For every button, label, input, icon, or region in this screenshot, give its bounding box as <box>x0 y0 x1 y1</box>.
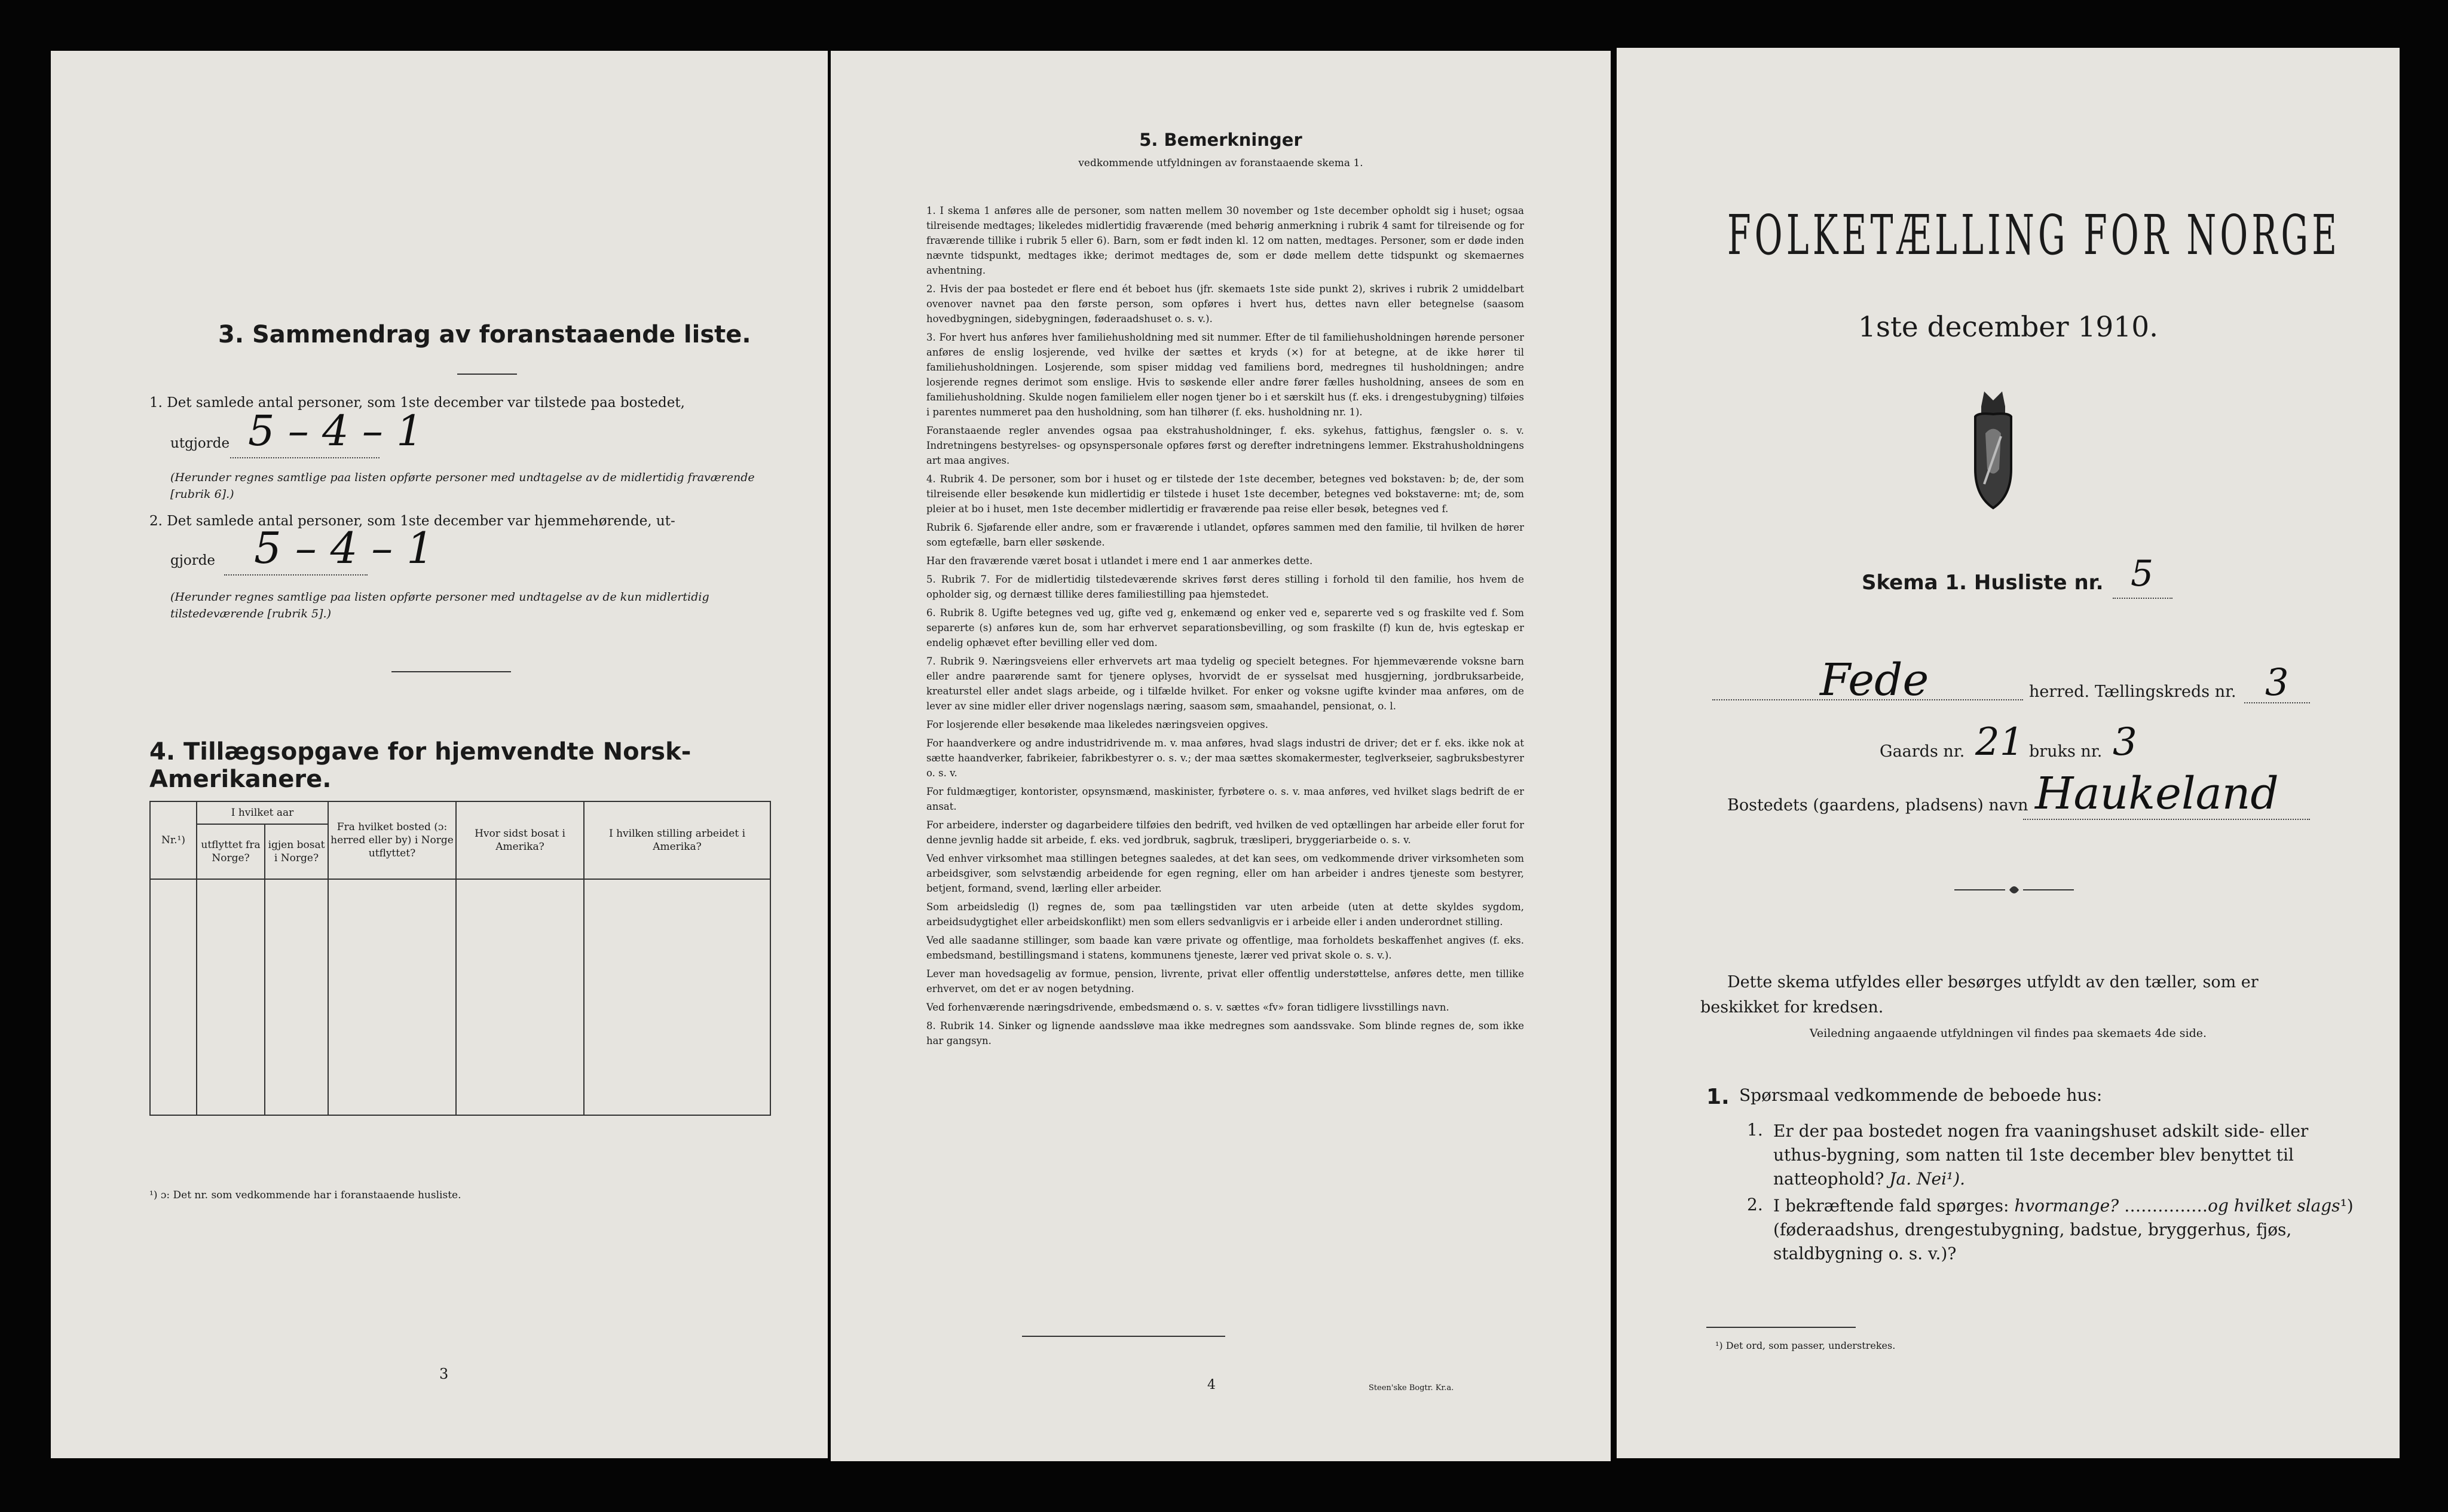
herred-value: Fede <box>1820 654 1929 706</box>
page-number: 3 <box>439 1366 449 1382</box>
herred-label: herred. <box>2029 682 2090 701</box>
main-title: FOLKETÆLLING FOR NORGE <box>1727 203 2341 267</box>
q1-answer: Ja. Nei¹). <box>1889 1169 1966 1189</box>
gaards-value: 21 <box>1975 720 2024 764</box>
item2-note: (Herunder regnes samtlige paa listen opførte personer med undtagelse av de kun midlertidig tilstedeværende [rubrik 5].) <box>170 590 709 620</box>
remark-paragraph: For arbeidere, inderster og dagarbeidere tilføies den bedrift, ved hvilken de ved optællingen har arbeide eller forut for denne jevnlig hadde sit arbeide, f. eks. ved jordbruk, sagbruk, træsliperi, bryggeriarbeide o. s. v. <box>926 819 1524 846</box>
table-cell <box>584 879 770 1115</box>
col-stilling: I hvilken stilling arbeidet i Amerika? <box>584 801 770 879</box>
remark-paragraph: Som arbeidsledig (l) regnes de, som paa tællingstiden var uten arbeide (uten at dette skyldes sygdom, arbeidsudygtighet eller arbeidskonflikt) men som ellers sedvanligvis er i arbeide eller i anden underordnet stilling. <box>926 901 1524 928</box>
item1-handwritten-value: 5 – 4 – 1 <box>248 406 423 455</box>
remark-paragraph: For fuldmægtiger, kontorister, opsynsmænd, maskinister, fyrbøtere o. s. v. maa anføres, ved hvilket slags bedrift de er ansat. <box>926 786 1524 812</box>
remark-paragraph: Foranstaaende regler anvendes ogsaa paa ekstrahusholdninger, f. eks. sykehus, fattighus, fængsler o. s. v. Indretningens bestyrelses- og opsynspersonale opføres først og derefter indretningens lemmer. Ekstrahusholdningens art maa angives. <box>926 425 1524 466</box>
q2-number: 2. <box>1747 1195 1763 1214</box>
remark-paragraph: 1. I skema 1 anføres alle de personer, som natten mellem 30 november og 1ste december opholdt sig i huset; ogsaa tilreisende medtages; likeledes midlertidig fraværende (med behørig anmerkning i rubrik 4 samt for tilreisende og for fraværende tillike i rubrik 5 eller 6). Barn, som er født inden kl. 12 om natten, medtages. Personer, som er døde inden nævnte tidspunkt, medtages ikke; derimot medtages de, som er døde mellem dette tidspunkt og skemaernes avhentning. <box>926 205 1524 276</box>
table-cell <box>456 879 584 1115</box>
remark-paragraph: Har den fraværende været bosat i utlandet i mere end 1 aar anmerkes dette. <box>926 555 1313 567</box>
question-heading: Spørsmaal vedkommende de beboede hus: <box>1739 1085 2103 1105</box>
table-body-row <box>150 879 770 1115</box>
remark-paragraph: Ved alle saadanne stillinger, som baade kan være private og offentlige, maa forholdets beskaffenhet angives (f. eks. embedsmand, bestillingsmand i statens, kommunens tjeneste, lærer ved privat skole o. s. v.). <box>926 935 1524 961</box>
remark-paragraph: For losjerende eller besøkende maa likeledes næringsveien opgives. <box>926 719 1268 730</box>
q1-text <box>1773 1119 2359 1191</box>
page-1 <box>1617 48 2400 1458</box>
section3-title: 3. Sammendrag av foranstaaende liste. <box>218 321 751 348</box>
bruks-label: bruks nr. <box>2029 742 2103 761</box>
instruction-text: Dette skema utfyldes eller besørges utfyldt av den tæller, som er beskikket for kredsen. <box>1700 973 2259 1017</box>
remark-paragraph: 3. For hvert hus anføres hver familiehusholdning med sit nummer. Efter de til familiehusholdningen hørende personer anføres de enslig losjerende, ved hvilke der sættes et kryds (×) for at betegne, at de ikke hører til familiehusholdningen. Losjerende, som spiser middag ved familiens bord, medregnes til husholdningen; andre losjerende regnes derimot som enslige. Hvis to søskende eller andre fører fælles husholdning, ansees de som en familiehusholdning. Skulde nogen familielem eller nogen tjener bo i et særskilt hus (f. eks. i drengestubygning) tilføies i parentes nummeret paa den husholdning, som han tilhører (f. eks. husholdning nr. 1). <box>926 332 1524 418</box>
guidance-text: Veiledning angaaende utfyldningen vil findes paa skemaets 4de side. <box>1809 1027 2207 1040</box>
husliste-nr-value: 5 <box>2131 553 2154 595</box>
question-heading-number: 1. <box>1706 1085 1730 1109</box>
table-cell <box>328 879 456 1115</box>
divider <box>457 374 517 375</box>
remark-paragraph: 4. Rubrik 4. De personer, som bor i huset og er tilstede der 1ste december, betegnes ved bokstaven: b; de, der som tilreisende eller besøkende kun midlertidig er tilstede i huset 1ste december, betegnes ved bokstaverne: mt; de, som pleier at bo i huset, men 1ste december midlertidig er fraværende paa reise eller besøk, betegnes ved f. <box>926 473 1524 515</box>
remark-paragraph: 5. Rubrik 7. For de midlertidig tilstedeværende skrives først deres stilling i forhold til den familie, hos hvem de opholder sig, og dernæst tillike deres familiestilling paa hjemstedet. <box>926 574 1524 600</box>
table-cell <box>150 879 197 1115</box>
divider <box>391 671 511 672</box>
kreds-label: Tællingskreds nr. <box>2095 682 2236 701</box>
col-nr: Nr.¹) <box>150 801 197 879</box>
table-cell <box>197 879 265 1115</box>
ornament-divider-icon <box>1954 882 2074 899</box>
remark-paragraph: Ved forhenværende næringsdrivende, embedsmænd o. s. v. sættes «fv» foran tidligere livsstillings navn. <box>926 1002 1449 1013</box>
q1-question: Er der paa bostedet nogen fra vaaningshuset adskilt side- eller uthus-bygning, som natten til 1ste december blev benyttet til natteophold? <box>1773 1121 2309 1189</box>
remark-paragraph: 7. Rubrik 9. Næringsveiens eller erhvervets art maa tydelig og specielt betegnes. For hjemmeværende voksne barn eller andre paarørende samt for tjenere oplyses, hvorvidt de er sysselsat med husgjerning, jordbruksarbeide, kreaturstel eller andet slags arbeide, og i tilfælde hvilket. For enker og voksne ugifte kvinder maa anføres, om de lever av sine midler eller driver nogenslags næring, saasom søm, smaahandel, pensionat, o. l. <box>926 656 1524 712</box>
col-utflyttet: utflyttet fra Norge? <box>197 824 265 879</box>
q1-number: 1. <box>1747 1120 1763 1140</box>
item1-dotted-line <box>230 457 380 458</box>
remark-paragraph: 6. Rubrik 8. Ugifte betegnes ved ug, gifte ved g, enkemænd og enker ved e, separerte ved s og fraskilte ved f. Som separerte (s) anføres kun de, som har erhvervet separationsbevilling, og som fraskilte (f) kun de, hvis egteskap er endelig ophævet efter bevilling eller ved dom. <box>926 607 1524 648</box>
dotted-line <box>2244 702 2310 703</box>
q2-hvilket-slags: og hvilket slags <box>2208 1196 2340 1216</box>
item2-text: 2. Det samlede antal personer, som 1ste december var hjemmehørende, ut- <box>149 513 675 529</box>
col-group-year: I hvilket aar <box>197 801 328 824</box>
remark-paragraph: 2. Hvis der paa bostedet er flere end ét beboet hus (jfr. skemaets 1ste side punkt 2), skrives i rubrik 2 umiddelbart ovenover navnet paa den første person, som opføres i hvert hus, dettes navn eller betegnelse (saasom hovedbygningen, sidebygningen, føderaadshuset o. s. v.). <box>926 283 1524 325</box>
section4-title: 4. Tillægsopgave for hjemvendte Norsk-Amerikanere. <box>149 738 691 793</box>
divider <box>1706 1327 1856 1328</box>
q2-text: I bekræftende fald spørges: hvormange? ……………og hvilket slags¹) (føderaadshus, drengestubygning, badstue, bryggerhus, fjøs, staldbygning o. s. v.)? <box>1773 1196 2354 1263</box>
printer-imprint: Steen'ske Bogtr. Kr.a. <box>1369 1384 1454 1392</box>
census-date: 1ste december 1910. <box>1858 311 2159 344</box>
remarks-subtitle: vedkommende utfyldningen av foranstaaende skema 1. <box>1078 157 1363 169</box>
remark-paragraph: 8. Rubrik 14. Sinker og lignende aandssløve maa ikke medregnes som aandssvake. Som blinde regnes de, som ikke har gangsyn. <box>926 1020 1524 1046</box>
q2-question: I bekræftende fald spørges: <box>1773 1196 2009 1216</box>
remark-paragraph: Lever man hovedsagelig av formue, pension, livrente, privat eller offentlig understøttelse, anføres dette, men tillike erhvervet, om det er av nogen betydning. <box>926 968 1524 994</box>
col-bosted-norge: Fra hvilket bosted (ɔ: herred eller by) i Norge utflyttet? <box>328 801 456 879</box>
table-cell <box>265 879 328 1115</box>
item1-prefix: utgjorde <box>170 436 230 451</box>
remark-paragraph: Ved enhver virksomhet maa stillingen betegnes saaledes, at det kan sees, om vedkommende driver virksomheten som arbeidsgiver, som selvstændig arbeidende for egen regning, eller om han arbeider i andres tjeneste som bestyrer, betjent, formand, svend, lærling eller arbeider. <box>926 853 1524 894</box>
item1-note: (Herunder regnes samtlige paa listen opførte personer med undtagelse av de midlertidig fraværende [rubrik 6].) <box>170 471 755 501</box>
divider <box>1022 1336 1225 1337</box>
remarks-body <box>926 203 1524 1052</box>
item2-prefix: gjorde <box>170 553 216 568</box>
remark-paragraph: Rubrik 6. Sjøfarende eller andre, som er fraværende i utlandet, opføres sammen med den familie, til hvilken de hører som egtefælle, barn eller søskende. <box>926 522 1524 548</box>
page-number: 4 <box>1207 1378 1216 1392</box>
page1-footnote: ¹) Det ord, som passer, understrekes. <box>1715 1340 1896 1351</box>
remarks-title: 5. Bemerkninger <box>1139 130 1302 150</box>
kreds-value: 3 <box>2265 660 2289 704</box>
item2-dotted-line <box>224 574 368 576</box>
gaards-label: Gaards nr. <box>1880 742 1965 761</box>
dotted-line <box>2113 598 2172 599</box>
remark-paragraph: For haandverkere og andre industridrivende m. v. maa anføres, hvad slags industri de driver; det er f. eks. ikke nok at sætte haandverker, fabrikeier, fabrikbestyrer o. s. v.; der maa sættes skomakermester, teglverkseier, sagbruksbestyrer o. s. v. <box>926 737 1524 779</box>
bosted-label: Bostedets (gaardens, pladsens) navn <box>1727 796 2028 815</box>
dotted-line <box>2023 819 2310 820</box>
page-3 <box>51 51 828 1458</box>
col-bosat-amerika: Hvor sidst bosat i Amerika? <box>456 801 584 879</box>
item2-handwritten-value: 5 – 4 – 1 <box>254 523 434 573</box>
bruks-value: 3 <box>2113 720 2137 764</box>
col-igjen-bosat: igjen bosat i Norge? <box>265 824 328 879</box>
skema-label: Skema 1. Husliste nr. <box>1862 571 2104 595</box>
bosted-value: Haukeland <box>2035 768 2279 819</box>
page3-footnote: ¹) ɔ: Det nr. som vedkommende har i foranstaaende husliste. <box>149 1189 461 1201</box>
item1-text: 1. Det samlede antal personer, som 1ste december var tilstede paa bostedet, <box>149 395 685 411</box>
norsk-amerikanere-table <box>149 801 771 1116</box>
page-4 <box>831 51 1611 1461</box>
norwegian-coat-of-arms-icon <box>1948 379 2038 517</box>
q2-continuation: ¹) (føderaadshus, drengestubygning, badstue, bryggerhus, fjøs, staldbygning o. s. v.)? <box>1773 1196 2354 1263</box>
q2-hvormange: hvormange? <box>2014 1196 2119 1216</box>
